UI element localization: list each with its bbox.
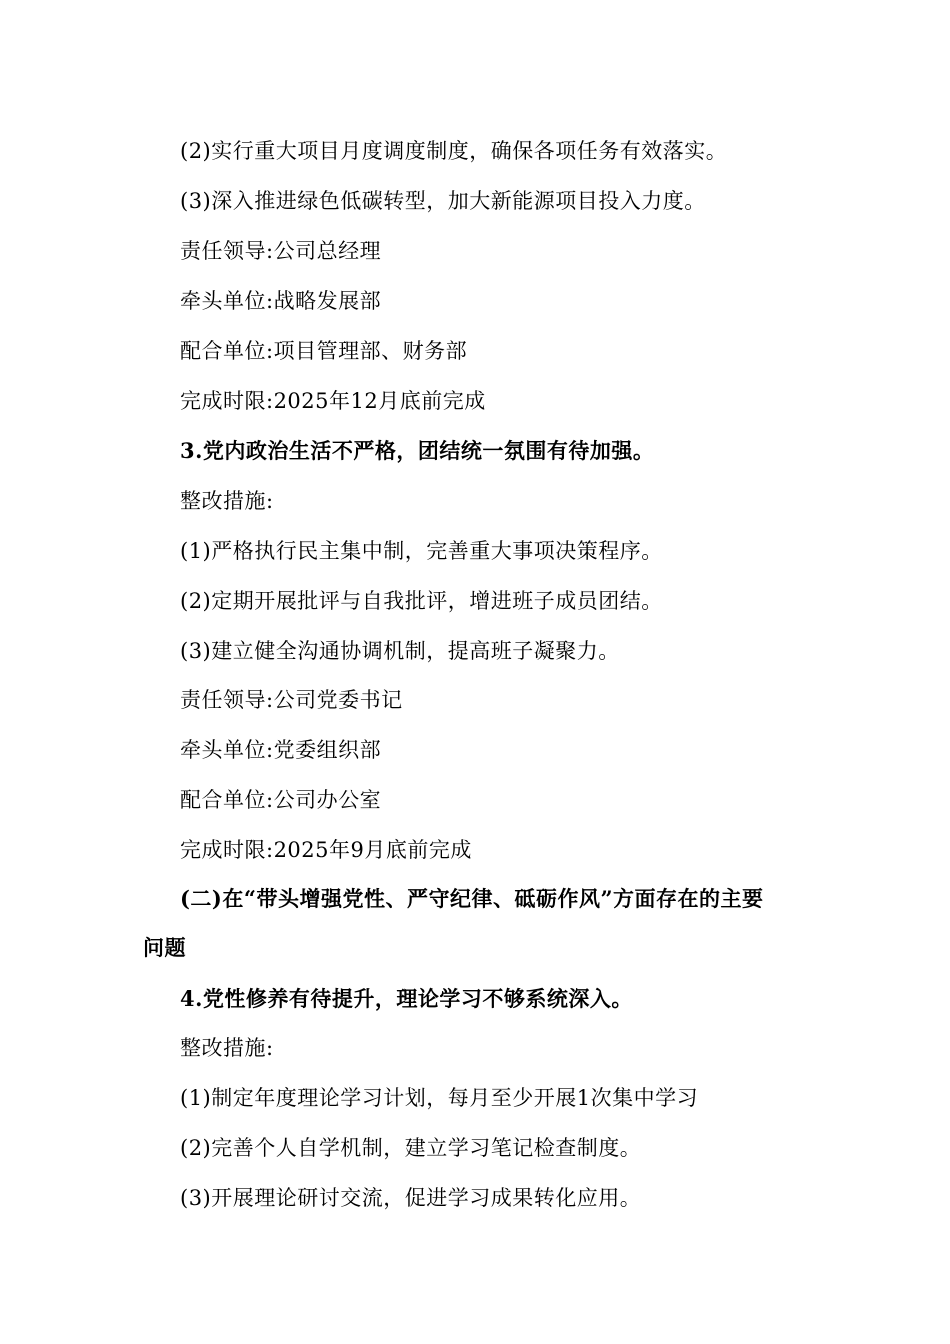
measure-item: (2)完善个人自学机制，建立学习笔记检查制度。: [180, 1136, 642, 1160]
lead-unit: 牵头单位:党委组织部: [180, 738, 382, 762]
measure-item: (3)建立健全沟通协调机制，提高班子凝聚力。: [180, 639, 620, 663]
measures-label: 整改措施:: [180, 1036, 274, 1060]
deadline: 完成时限:2025年12月底前完成: [180, 389, 486, 413]
section-heading: (二)在“带头增强党性、严守纪律、砥砺作风”方面存在的主要: [180, 886, 764, 911]
issue-heading: 3.党内政治生活不严格，团结统一氛围有待加强。: [180, 438, 655, 463]
cooperating-unit: 配合单位:项目管理部、财务部: [180, 339, 468, 363]
section-heading-continued: 问题: [143, 935, 186, 960]
measures-label: 整改措施:: [180, 489, 274, 513]
lead-unit: 牵头单位:战略发展部: [180, 289, 382, 313]
measure-item: (2)实行重大项目月度调度制度，确保各项任务有效落实。: [180, 139, 728, 163]
responsible-leader: 责任领导:公司总经理: [180, 239, 382, 263]
cooperating-unit: 配合单位:公司办公室: [180, 788, 382, 812]
responsible-leader: 责任领导:公司党委书记: [180, 688, 403, 712]
deadline: 完成时限:2025年9月底前完成: [180, 838, 472, 862]
measure-item: (1)严格执行民主集中制，完善重大事项决策程序。: [180, 539, 663, 563]
measure-item: (3)开展理论研讨交流，促进学习成果转化应用。: [180, 1186, 642, 1210]
measure-item: (1)制定年度理论学习计划，每月至少开展1次集中学习: [180, 1086, 699, 1110]
issue-heading: 4.党性修养有待提升，理论学习不够系统深入。: [180, 986, 633, 1011]
measure-item: (2)定期开展批评与自我批评，增进班子成员团结。: [180, 589, 663, 613]
measure-item: (3)深入推进绿色低碳转型，加大新能源项目投入力度。: [180, 189, 706, 213]
